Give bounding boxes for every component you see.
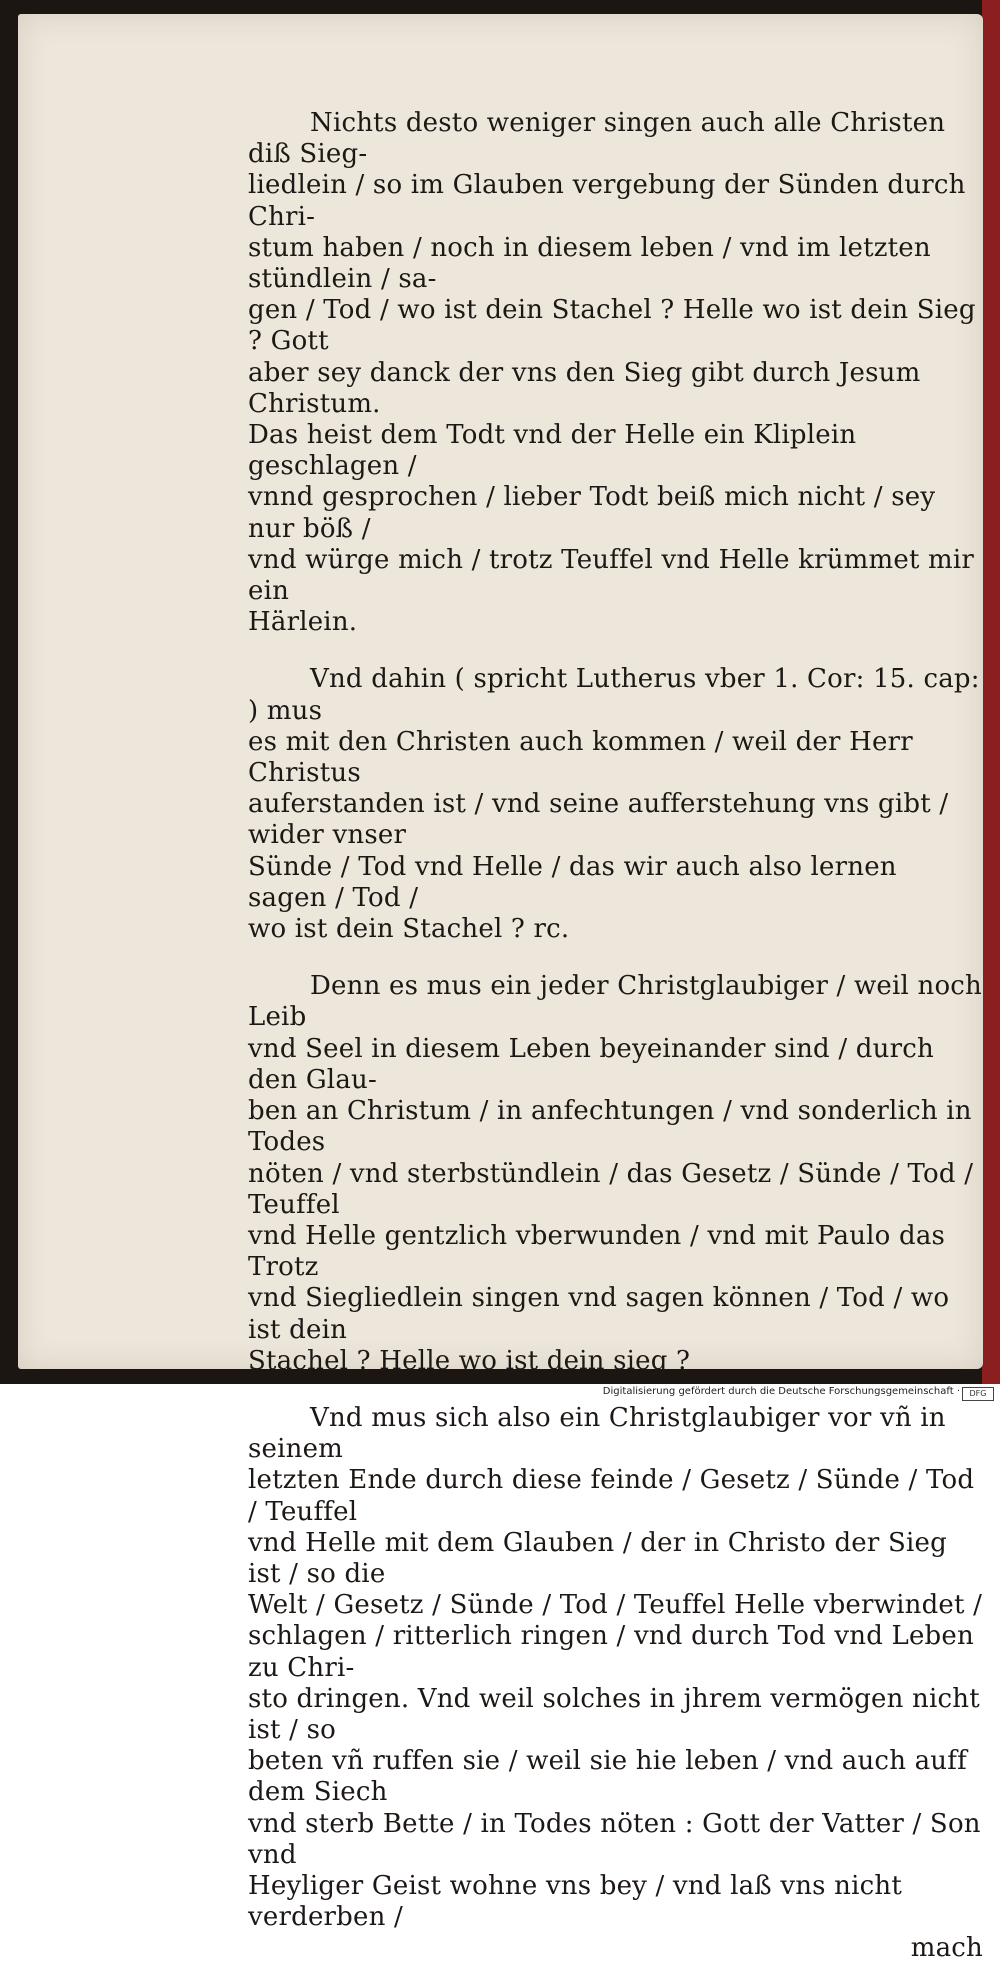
paragraph-4: Vnd mus sich also ein Christglaubiger vor vñ in seinem letzten Ende durch diese feinde / Gesetz / Sünde / Tod / Teuffel vnd Helle mit dem Glauben / der in Christo der Sieg ist / so die Welt / Gesetz / Sünde / Tod / Teuffel Helle vberwindet / schlagen / ritterlich ringen / vnd durch Tod vnd Leben zu Chri- sto dringen. Vnd weil solches in jhrem vermögen nicht ist / so beten vñ ruffen sie / weil sie hie leben / vnd auch auff dem Siech vnd sterb Bette / in Todes nöten : Gott der Vatter / Son vnd Heyliger Geist wohne vns bey / vnd laß vns nicht verderben / <box>248 1402 983 1933</box>
paragraph-1: Nichts desto weniger singen auch alle Christen diß Sieg- liedlein / so im Glauben vergebung der Sünden durch Chri- stum haben / noch in diesem leben / vnd im letzten stündlein / sa- gen / Tod / wo ist dein Stachel ? Helle wo ist dein Sieg ? Gott aber sey danck der vns den Sieg gibt durch Jesum Christum. Das heist dem Todt vnd der Helle ein Kliplein geschlagen / vnnd gesprochen / lieber Todt beiß mich nicht / sey nur böß / vnd würge mich / trotz Teuffel vnd Helle krümmet mir ein Härlein. <box>248 108 976 638</box>
paragraph-3: Denn es mus ein jeder Christglaubiger / weil noch Leib vnd Seel in diesem Leben beyeinander sind / durch den Glau- ben an Christum / in anfechtungen / vnd sonderlich in Todes nöten / vnd sterbstündlein / das Gesetz / Sünde / Tod / Teuffel vnd Helle gentzlich vberwunden / vnd mit Paulo das Trotz vnd Siegliedlein singen vnd sagen können / Tod / wo ist dein Stachel ? Helle wo ist dein sieg ? <box>248 971 983 1376</box>
page-text <box>248 108 983 1965</box>
catchword: mach <box>910 1933 983 1964</box>
funding-credit: Digitalisierung gefördert durch die Deutsche Forschungsgemeinschaft · <box>602 1386 960 1397</box>
book-cover-edge <box>982 0 1000 1384</box>
digitization-footer <box>0 1384 1000 1402</box>
dfg-logo-icon: DFG <box>962 1387 994 1401</box>
paragraph-2: Vnd dahin ( spricht Lutherus vber 1. Cor: 15. cap: ) mus es mit den Christen auch kommen / weil der Herr Christus auferstanden ist / vnd seine aufferstehung vns gibt / wider vnser Sünde / Tod vnd Helle / das wir auch also lernen sagen / Tod / wo ist dein Stachel ? rc. <box>248 664 980 945</box>
